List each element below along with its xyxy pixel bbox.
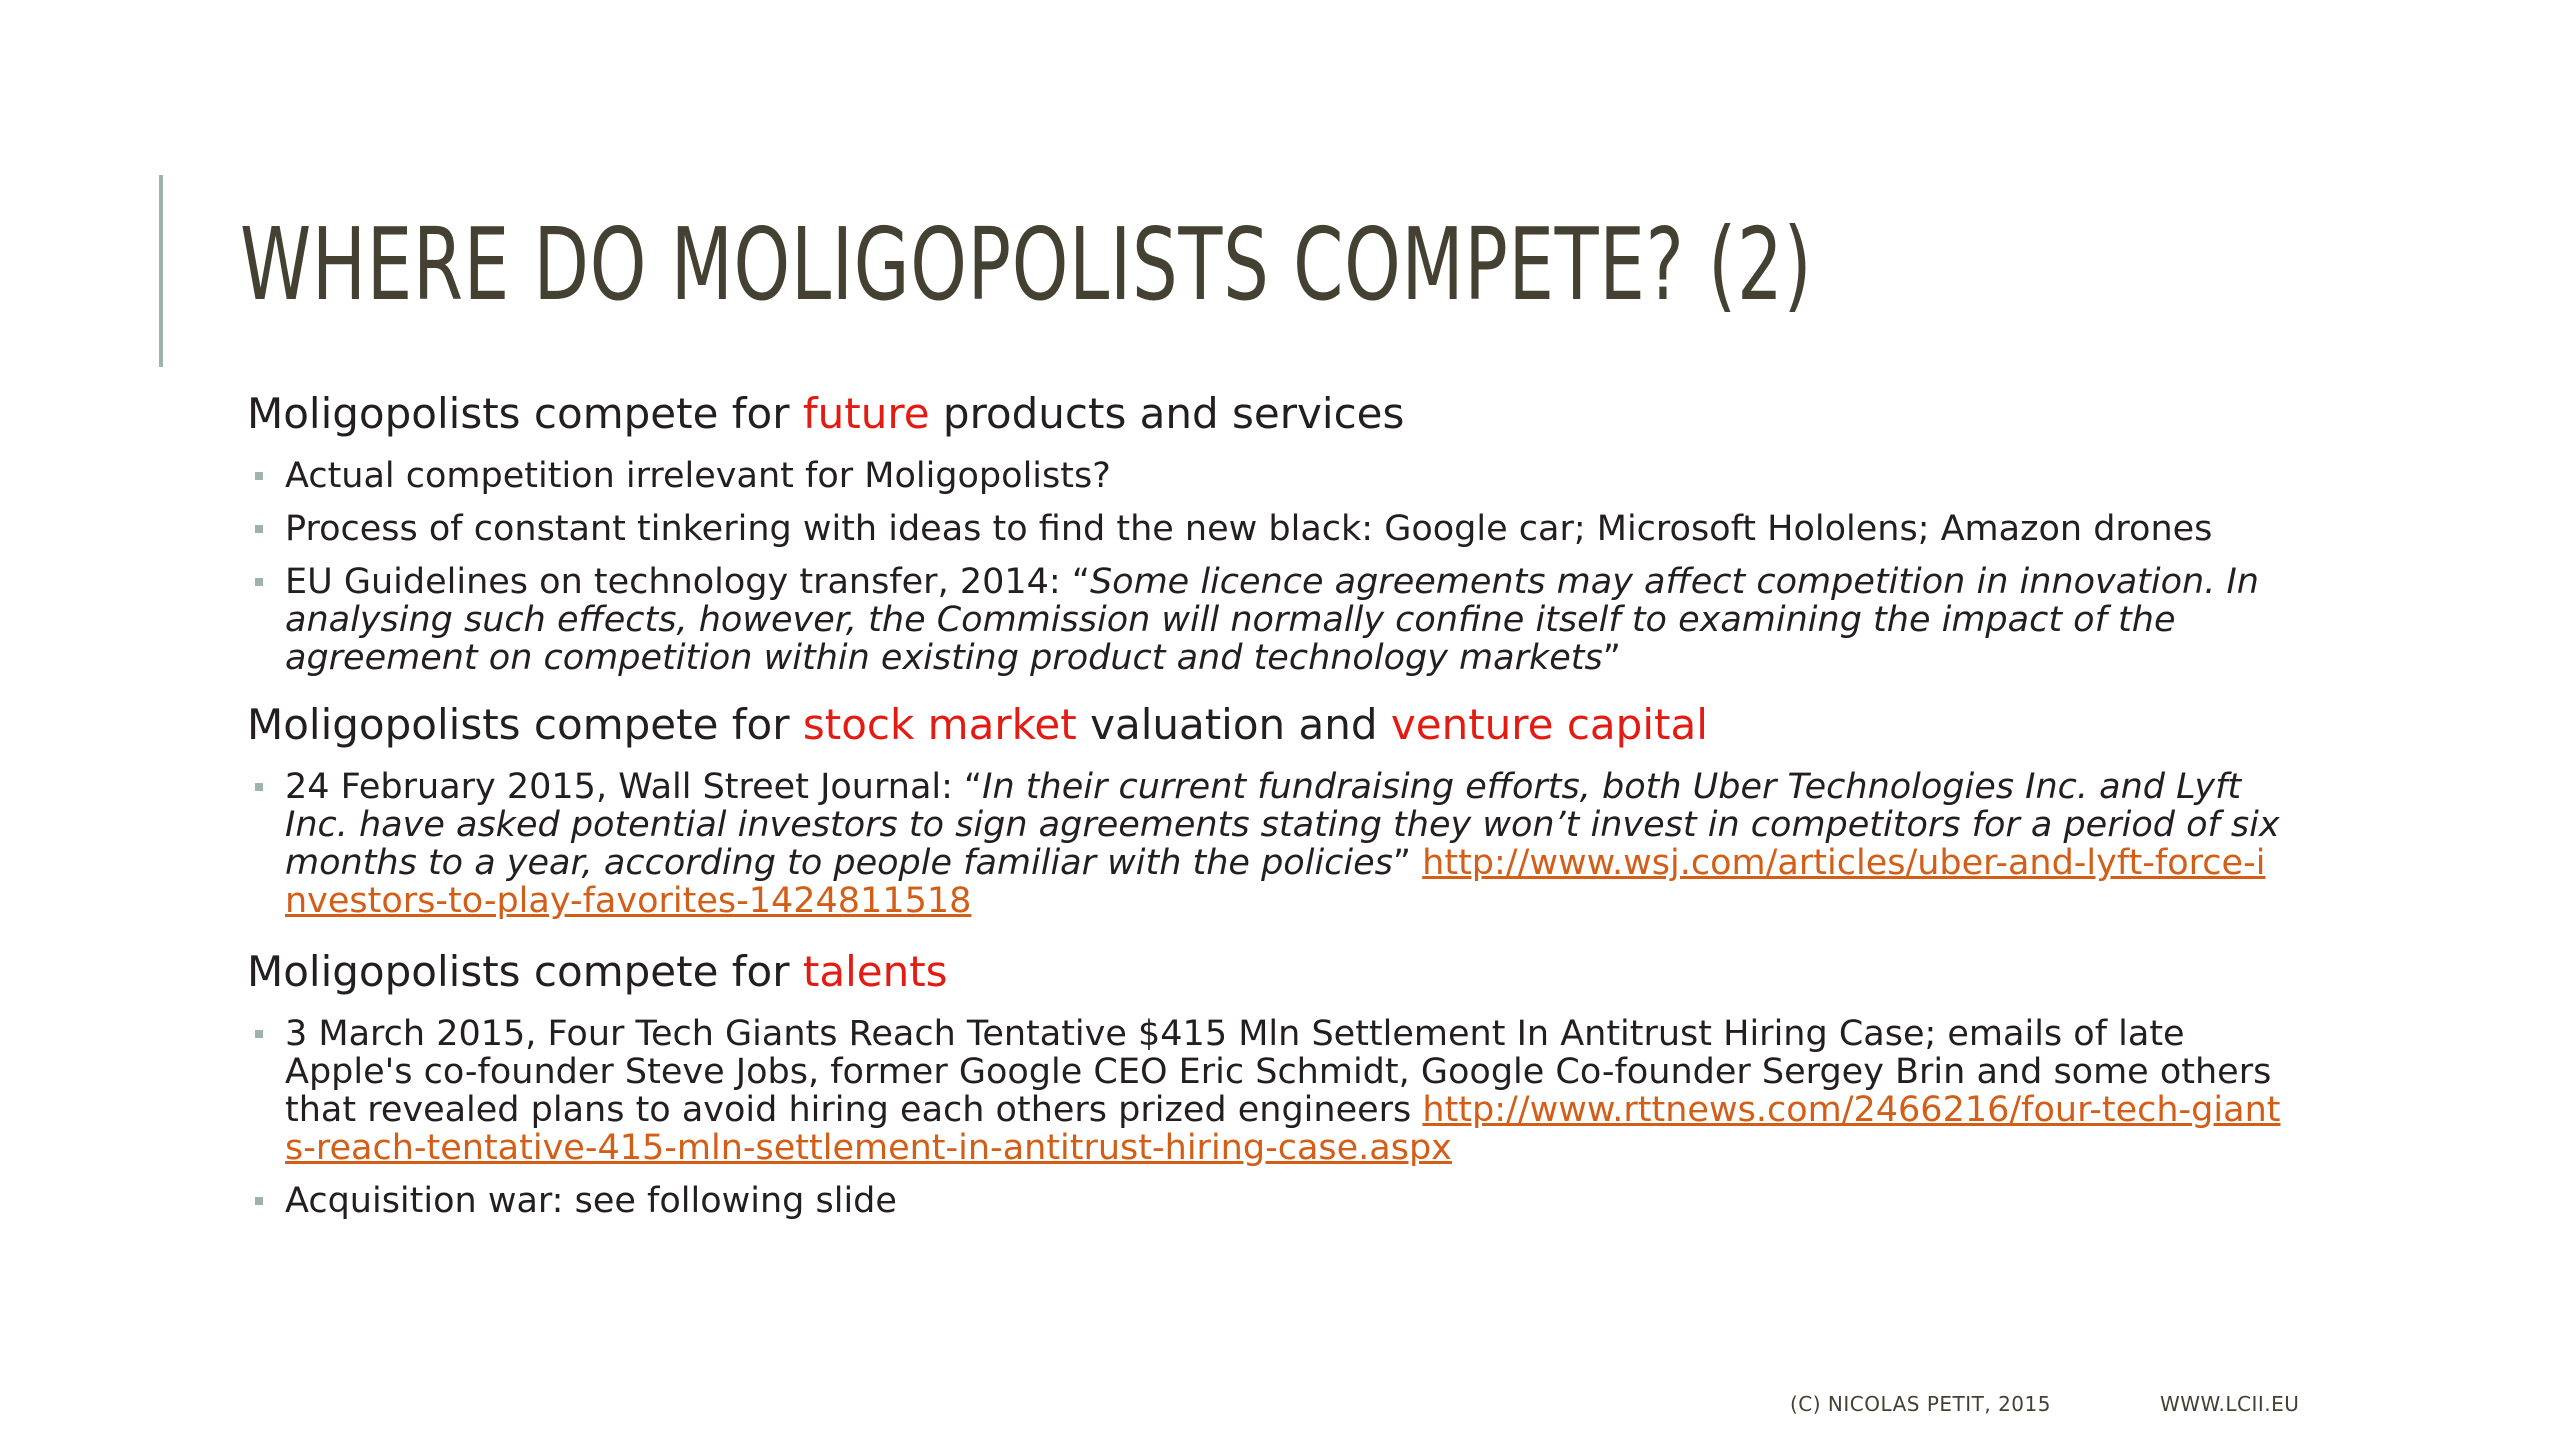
bullet-text: ” [1392, 843, 1423, 883]
section-heading [247, 386, 2287, 442]
section-heading [247, 944, 2287, 1000]
bullet-item [247, 1015, 2287, 1167]
bullet-text: 3 March 2015, Four Tech Giants Reach Tentative $415 Mln Settlement In Antitrust Hiring Case; emails of late Apple's co-founder Steve Jobs, former Google CEO Eric Schmidt, Google Co-founder Sergey Brin and some others that revealed plans to avoid hiring each others prized engineers [285, 1014, 2272, 1130]
bullet-list [247, 457, 2287, 677]
rttnews-article-link[interactable]: http://www.rttnews.com/2466216/four-tech-giants-reach-tentative-415-mln-settlement-in-antitrust-hiring-case.aspx [285, 1090, 2281, 1168]
bullet-text: Process of constant tinkering with ideas to find the new black: Google car; Microsoft Hololens; Amazon drones [285, 509, 2213, 549]
bullet-item [247, 768, 2287, 920]
bullet-text: Acquisition war: see following slide [285, 1181, 897, 1221]
heading-highlight: venture capital [1390, 700, 1708, 749]
heading-text: Moligopolists compete for [247, 947, 803, 996]
bullet-text: Actual competition irrelevant for Moligopolists? [285, 456, 1111, 496]
bullet-square-icon [255, 783, 263, 791]
bullet-text: ” [1602, 638, 1621, 678]
section-stock-market [247, 697, 2287, 920]
heading-text: products and services [929, 389, 1405, 438]
bullet-text: EU Guidelines on technology transfer, 2014: “ [285, 562, 1090, 602]
bullet-list [247, 768, 2287, 920]
bullet-quote: Some licence agreements may affect competition in innovation. In analysing such effects, however, the Commission will normally confine itself to examining the impact of the agreement on competition within existing product and technology markets [285, 562, 2259, 678]
bullet-square-icon [255, 1030, 263, 1038]
section-heading [247, 697, 2287, 753]
section-future [247, 386, 2287, 677]
footer-copyright: (C) NICOLAS PETIT, 2015 [1790, 1392, 2051, 1416]
heading-highlight: stock market [802, 700, 1077, 749]
heading-highlight: future [802, 389, 930, 438]
bullet-list [247, 1015, 2287, 1220]
bullet-text: 24 February 2015, Wall Street Journal: “ [285, 767, 983, 807]
heading-text: valuation and [1076, 700, 1391, 749]
bullet-square-icon [255, 472, 263, 480]
bullet-item [247, 563, 2287, 677]
footer-website: WWW.LCII.EU [2160, 1392, 2300, 1416]
bullet-item [247, 510, 2287, 548]
bullet-square-icon [255, 1197, 263, 1205]
bullet-item [247, 457, 2287, 495]
title-accent-bar [159, 175, 163, 367]
heading-text: Moligopolists compete for [247, 700, 803, 749]
slide-title: WHERE DO MOLIGOPOLISTS COMPETE? (2) [240, 206, 1813, 323]
heading-text: Moligopolists compete for [247, 389, 803, 438]
heading-highlight: talents [802, 947, 948, 996]
slide-body [247, 386, 2287, 1220]
bullet-square-icon [255, 578, 263, 586]
bullet-square-icon [255, 525, 263, 533]
section-talents [247, 944, 2287, 1220]
bullet-quote: In their current fundraising efforts, both Uber Technologies Inc. and Lyft Inc. have asked potential investors to sign agreements stating they won’t invest in competitors for a period of six months to a year, according to people familiar with the policies [285, 767, 2280, 883]
wsj-article-link[interactable]: http://www.wsj.com/articles/uber-and-lyft-force-investors-to-play-favorites-1424811518 [285, 843, 2266, 921]
bullet-item [247, 1182, 2287, 1220]
